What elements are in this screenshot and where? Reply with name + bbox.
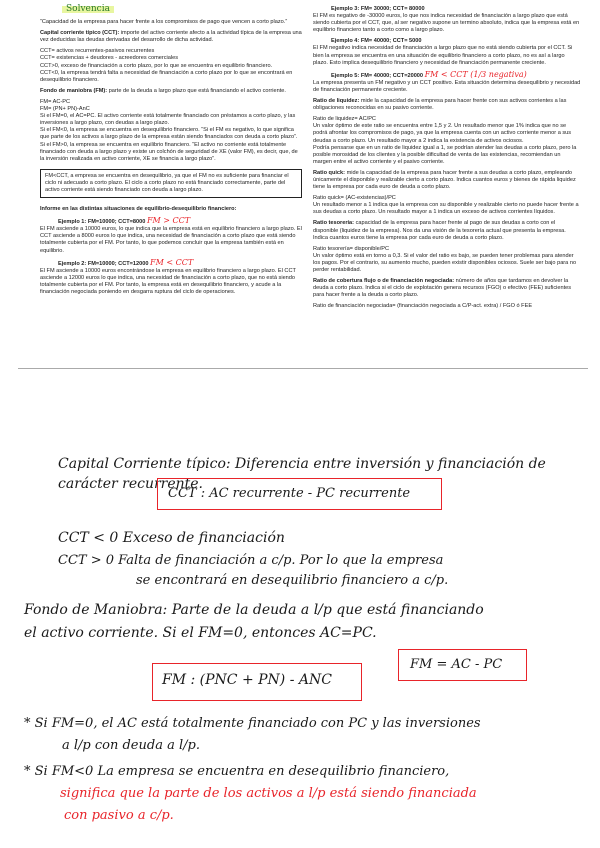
coverage-paragraph — [313, 278, 581, 299]
cct-text: importe del activo corriente afecto a la actividad típica de la empresa una vez deducidas las deudas derivadas del desarrollo de dicha actividad. — [40, 30, 302, 44]
intro-text: “Capacidad de la empresa para hacer frente a los compromisos de pago que vencen a corto plazo.” — [40, 19, 288, 26]
hw-fm-formula-1: FM : (PNC + PN) - ANC — [162, 672, 332, 688]
example-2 — [40, 259, 302, 296]
example-2-note: FM < CCT — [150, 257, 194, 267]
cct-line: CCT>0, exceso de financiación a corto plazo, por lo que se encuentra en equilibrio financiero. — [40, 62, 273, 69]
quick-text: mide la capacidad de la empresa para hacer frente a sus deudas a corto plazo, empleando únicamente el disponible y realizable cierto a corto plazo. Indica cuantos euros y bienes de rápida liquidez tiene la empresa por cada euro de deuda a corto plazo. — [313, 169, 576, 191]
hw-fm-def-1: : Parte de la deuda a l/p que está financiando — [162, 602, 484, 618]
example-1-text: El FM asciende a 10000 euros, lo que indica que la empresa está en equilibrio financiero a largo plazo. El CCT asciende a 8000 euros lo que indica, una necesidad de financiación a corto plazo que está siendo totalmente cubierta por el FM. Por tanto, lo que podemos concluir que la empresa también está en equilibrio. — [40, 226, 302, 254]
example-1-title-text: Ejemplo 1: FM=10000; CCT=8000 — [58, 219, 146, 226]
hw-fm-def-2: el activo corriente. Si el FM=0, entonces AC=PC. — [24, 625, 377, 641]
quick-line: Un resultado menor a 1 indica que la empresa con su disponible y realizable cierto no puede hacer frente a sus deudas a corto plazo. Un resultado mayor a 1 indica un exceso de activos corrientes líquidos. — [313, 202, 579, 216]
quick-title: Ratio quick: — [313, 169, 346, 176]
liquidity-title: Ratio de liquidez: — [313, 98, 360, 105]
hw-cct-pos-2: se encontrará en desequilibrio financiero a c/p. — [136, 573, 449, 588]
liquidity-line: Ratio de liquidez= AC/PC — [313, 116, 376, 123]
hw-cct-formula: CCT : AC recurrente - PC recurrente — [168, 486, 411, 501]
handwritten-fm — [24, 602, 484, 618]
liquidity-paragraph — [313, 98, 581, 112]
example-2-text: El FM asciende a 10000 euros encontrándose la empresa en equilibrio financiero a largo plazo. El CCT asciende a 12000 euros lo que indica, una necesidad de financiación a corto plazo, que no está siendo totalmente cubierta por el FM. Por tanto, la empresa está en desequilibrio financiero, y acude a la financiación negociada poniendo en desgarra ruptura del ciclo de operaciones. — [40, 267, 296, 295]
example-5-title — [313, 71, 581, 80]
hw-fm-heading: Fondo de Maniobra — [24, 602, 163, 618]
coverage-text: número de años que tardamos en devolver la deuda a corto plazo. Indica si el ciclo de explotación genera recursos (FGO) o efectivo (FEE) suficientes para hacer frente a la deuda a corto plazo. — [313, 278, 572, 299]
quick-paragraph — [313, 170, 581, 191]
handwritten-cct — [58, 456, 546, 472]
fm-line: Si el FM>0, la empresa se encuentra en equilibrio financiero. “El activo no corriente está totalmente financiado con deuda a largo plazo y existe un colchón de seguridad de XE (valor FM), es decir, que, de la inversión realizada en activo corriente, XE se financia a largo plazo”. — [40, 141, 298, 162]
liquidity-line: Podría pensarse que en un ratio de liquidez igual a 1, se podrían atender las deudas a corto plazo, pero la posible morosidad de los clientes y la posible dificultad de venta de las existencias, recomiendan un margen entre el activo corriente y el pasivo corriente. — [313, 144, 577, 165]
hw-cct-neg: CCT < 0 Exceso de financiación — [58, 530, 285, 546]
treasury-text: capacidad de la empresa para hacer frente al pago de sus deudas a corto con el disponible (liquidez de la empresa). Nos da una visión de la tesorería actual que presenta la empresa. Indica cuantos euros tiene la empresa por cada euro de deuda a corto plazo. — [313, 220, 566, 241]
example-3 — [313, 6, 581, 34]
liquidity-lines — [313, 116, 581, 166]
example-2-title-text: Ejemplo 2: FM=10000; CCT=12000 — [58, 260, 149, 267]
fm-line: Si el FM=0, el AC=PC. El activo corriente está totalmente financiado con préstamos a corto plazo, y las inversiones a largo plazo, con deudas a largo plazo. — [40, 113, 296, 127]
left-column — [40, 6, 302, 300]
liquidity-text: mide la capacidad de la empresa para hacer frente con sus activos corrientes a las obligaciones reconocidas en su pasivo corriente. — [313, 98, 567, 112]
hw-note1-1: * Si FM=0, el AC está totalmente financiado con PC y las inversiones — [24, 716, 481, 731]
example-5-text: La empresa presenta un FM negativo y un CCT positivo. Esta situación determina desequilibrio y necesidad de financiación permanente creciente. — [313, 79, 581, 93]
example-1-title — [40, 217, 302, 226]
treasury-line: Ratio tesorería= disponible/PC — [313, 245, 390, 252]
example-4 — [313, 38, 581, 66]
fm-line: Si el FM<0, la empresa se encuentra en desequilibrio financiero. “Si el FM es negativo, lo que significa que parte de los activos a largo plazo de la empresa están siendo financiados con deuda a corto plazo”. — [40, 127, 298, 141]
example-5-note: FM < CCT (1/3 negativa) — [424, 69, 527, 79]
cct-line: CCT<0, la empresa tendrá falta a necesidad de financiación a corto plazo por lo que se encontrará en desequilibrio financiero. — [40, 69, 293, 83]
cct-lines — [40, 48, 302, 83]
hw-cct-def-1: : Diferencia entre inversión y financiación de — [225, 456, 546, 472]
coverage-line: Ratio de financiación negociada= (financiación negociada a C/P-act. extra) / FGO ó FEE — [313, 303, 533, 310]
cct-line: CCT= existencias + deudores - acreedores comerciales — [40, 55, 179, 62]
treasury-lines — [313, 246, 581, 274]
fm-paragraph — [40, 88, 302, 95]
cct-paragraph — [40, 30, 302, 44]
hw-note1-2: a l/p con deuda a l/p. — [62, 738, 200, 753]
fm-title: Fondo de maniobra (FM): — [40, 87, 108, 94]
fm-line: FM= AC-PC — [40, 98, 70, 105]
example-1-note: FM > CCT — [146, 216, 191, 226]
example-5 — [313, 71, 581, 94]
situations-title-text: Informe en las distintas situaciones de equilibrio-desequilibrio financiero: — [40, 206, 237, 213]
hw-note2-3: con pasivo a c/p. — [64, 808, 174, 823]
liquidity-line: Un valor óptimo de este ratio se encuentra entre 1,5 y 2. Un resultado menor que 1% indica que no se podrá afrontar los compromisos de pago, ya que la empresa cuenta con un activo corriente menor a sus deudas a corto plazo. Un resultado mayor a 2 indica la existencia de activos ociosos. — [313, 123, 572, 144]
page-divider — [18, 368, 588, 369]
hw-note2-2: significa que la parte de los activos a l/p está siendo financiada — [60, 786, 477, 801]
example-3-title: Ejemplo 3: FM= 30000; CCT= 80000 — [331, 6, 425, 12]
hw-note2-1: * Si FM<0 La empresa se encuentra en desequilibrio financiero, — [24, 764, 450, 779]
cct-line: CCT= activos recurrentes-pasivos recurrentes — [40, 48, 155, 55]
example-2-title — [40, 259, 302, 268]
right-column — [313, 6, 581, 314]
example-4-text: El FM negativo indica necesidad de financiación a largo plazo que no está siendo cubierta por el CCT. Si bien la empresa se encuentra en una situación de equilibrio financiero a corto plazo, no es así a largo plazo. Esto implica desequilibrio financiero y necesidad de financiación permanente creciente. — [313, 45, 573, 66]
quick-lines — [313, 195, 581, 216]
hw-fm-formula-2: FM = AC - PC — [410, 657, 503, 672]
hw-cct-pos-1: CCT > 0 Falta de financiación a c/p. Por lo que la empresa — [58, 553, 444, 568]
situations-title — [40, 206, 302, 213]
hw-cct-def-2: carácter recurrente. — [58, 476, 204, 492]
fm-lines — [40, 99, 302, 163]
treasury-line: Un valor óptimo está en torno a 0,3. Si el valor del ratio es bajo, se pueden tener problemas para atender los pagos. Por el contrario, su aumento mucho, pueden existir disponibles ociosos. Suele ser bajo para no perder rentabilidad. — [313, 252, 577, 273]
quick-line: Ratio quick= (AC-existencias)/PC — [313, 195, 396, 202]
treasury-title: Ratio tesorería: — [313, 220, 355, 227]
fm-line: FM= (PN+ PN)-AnC — [40, 106, 90, 113]
highlight-box: FM<CCT, a empresa se encuentra en desequilibrio, ya que el FM no es suficiente para financiar el ciclo ni adecuado a corto plazo. El ciclo a corto plazo no está financiado correctamente, parte del activo corriente está siendo financiado con deuda a largo plazo. — [40, 169, 302, 198]
section-header: Solvencia — [62, 6, 114, 13]
example-3-text: El FM es negativo de -30000 euros, lo que nos indica necesidad de financiación a largo plazo que está siendo cubierta por el CCT, que, al ser negativo supone un termino absoluto, indica que la empresa está en equilibrio financiero tanto a corto como a largo plazo. — [313, 13, 580, 34]
fm-text: parte de la deuda a largo plazo que está financiando el activo corriente. — [108, 87, 286, 94]
cct-title: Capital corriente típico (CCT): — [40, 30, 120, 37]
example-5-title-text: Ejemplo 5: FM= 40000; CCT=20000 — [331, 72, 424, 79]
example-4-title: Ejemplo 4: FM= 40000; CCT= 5000 — [331, 38, 422, 45]
coverage-title: Ratio de cobertura flujo o de financiación negociada: — [313, 278, 455, 285]
hw-cct-heading: Capital Corriente típico — [58, 456, 226, 472]
treasury-paragraph — [313, 220, 581, 241]
example-1 — [40, 217, 302, 254]
